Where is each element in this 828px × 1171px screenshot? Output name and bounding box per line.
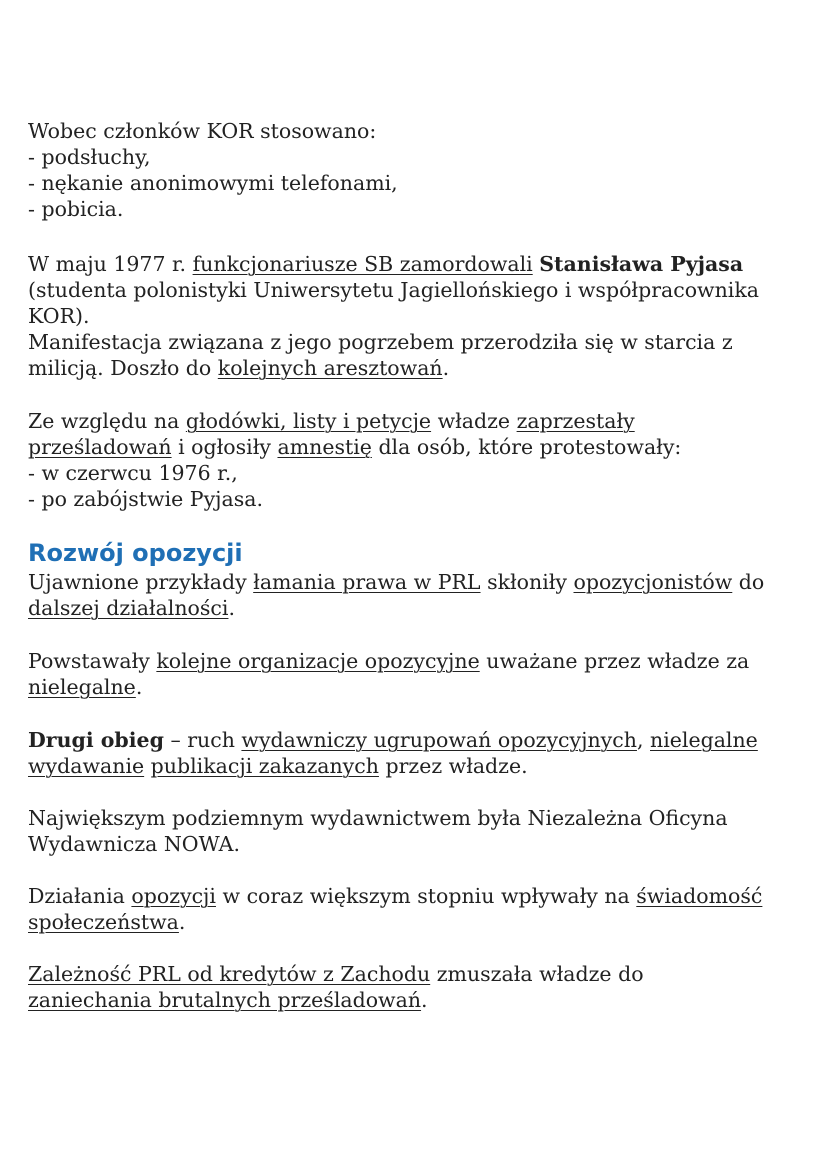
section-paragraph-1	[28, 569, 808, 621]
paragraph-line: Największym podziemnym wydawnictwem była Niezależna Oficyna	[28, 806, 728, 830]
kor-item: - podsłuchy,	[28, 145, 151, 169]
underlined-text: Zależność PRL od kredytów z Zachodu	[28, 962, 431, 986]
underlined-text: nielegalne	[650, 728, 758, 752]
text: Powstawały	[28, 649, 157, 673]
kor-methods	[28, 118, 808, 222]
paragraph-line	[28, 727, 808, 753]
text: .	[178, 910, 186, 934]
text: władze	[431, 409, 517, 433]
amnesty-item: - w czerwcu 1976 r.,	[28, 461, 238, 485]
paragraph-line	[28, 883, 808, 909]
section-heading: Rozwój opozycji	[28, 539, 243, 567]
underlined-text: opozycji	[131, 884, 216, 908]
section-paragraph-3	[28, 727, 808, 779]
kor-item: - nękanie anonimowymi telefonami,	[28, 171, 398, 195]
bold-term: Drugi obieg	[28, 728, 164, 752]
paragraph-line	[28, 753, 808, 779]
underlined-text: opozycjonistów	[573, 570, 733, 594]
text: milicją. Doszło do	[28, 356, 218, 380]
text: ,	[636, 728, 650, 752]
underlined-text: zaprzestały	[516, 409, 635, 433]
text: skłoniły	[480, 570, 574, 594]
text: W maju 1977 r.	[28, 252, 193, 276]
underlined-text: funkcjonariusze SB zamordowali	[192, 252, 533, 276]
text: Ujawnione przykłady	[28, 570, 254, 594]
paragraph-line	[28, 595, 808, 621]
underlined-text: publikacji zakazanych	[150, 754, 379, 778]
section-paragraph-2	[28, 648, 808, 700]
underlined-text: nielegalne	[28, 675, 136, 699]
underlined-text: prześladowań	[28, 435, 172, 459]
underlined-text: społeczeństwa	[28, 910, 179, 934]
underlined-text: dalszej działalności	[28, 596, 229, 620]
pyjas-line: (studenta polonistyki Uniwersytetu Jagiellońskiego i współpracownika	[28, 278, 759, 302]
underlined-text: kolejnych aresztowań	[217, 356, 443, 380]
text: Działania	[28, 884, 132, 908]
underlined-text: zaniechania brutalnych prześladowań	[28, 988, 422, 1012]
text: zmuszała władze do	[430, 962, 644, 986]
text: uważane przez władze za	[479, 649, 750, 673]
underlined-text: kolejne organizacje opozycyjne	[156, 649, 480, 673]
underlined-text: głodówki, listy i petycje	[185, 409, 432, 433]
text: .	[135, 675, 143, 699]
underlined-text: wydawanie	[28, 754, 145, 778]
amnesty-line	[28, 408, 808, 434]
underlined-text: łamania prawa w PRL	[253, 570, 481, 594]
paragraph-line	[28, 569, 808, 595]
text: i ogłosiły	[171, 435, 278, 459]
amnesty-item: - po zabójstwie Pyjasa.	[28, 487, 263, 511]
text: przez władze.	[378, 754, 528, 778]
section-paragraph-5	[28, 883, 808, 935]
pyjas-line	[28, 355, 808, 381]
kor-item: - pobicia.	[28, 197, 124, 221]
paragraph-line	[28, 909, 808, 935]
pyjas-paragraph	[28, 251, 808, 381]
underlined-text: wydawniczy ugrupowań opozycyjnych	[241, 728, 637, 752]
paragraph-line	[28, 961, 808, 987]
amnesty-paragraph	[28, 408, 808, 512]
text: .	[421, 988, 428, 1012]
text: Ze względu na	[28, 409, 186, 433]
pyjas-line: KOR).	[28, 304, 90, 328]
section-paragraph-6	[28, 961, 808, 1013]
text: .	[228, 596, 235, 620]
paragraph-line	[28, 648, 808, 674]
text: do	[732, 570, 765, 594]
pyjas-line	[28, 251, 808, 277]
text: .	[442, 356, 450, 380]
underlined-text: świadomość	[636, 884, 763, 908]
pyjas-line: Manifestacja związana z jego pogrzebem przerodziła się w starcia z	[28, 330, 733, 354]
underlined-text: amnestię	[277, 435, 372, 459]
paragraph-line	[28, 674, 808, 700]
paragraph-line: Wydawnicza NOWA.	[28, 832, 240, 856]
text: w coraz większym stopniu wpływały na	[215, 884, 637, 908]
section-paragraph-4	[28, 805, 808, 857]
amnesty-line	[28, 434, 808, 460]
paragraph-line	[28, 987, 808, 1013]
bold-name: Stanisława Pyjasa	[539, 252, 744, 276]
text: dla osób, które protestowały:	[371, 435, 682, 459]
kor-intro: Wobec członków KOR stosowano:	[28, 119, 377, 143]
text: – ruch	[163, 728, 242, 752]
